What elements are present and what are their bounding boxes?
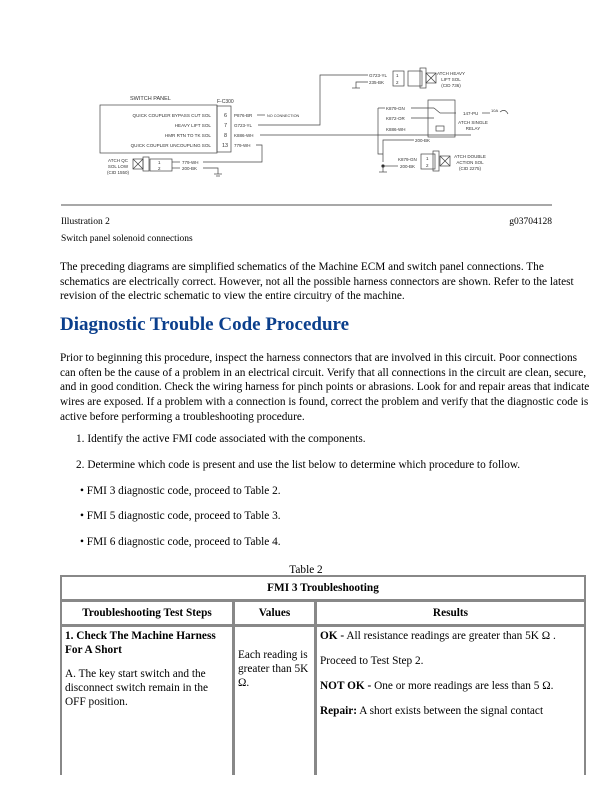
header-values: Values [258,607,291,619]
bullet-text: FMI 6 diagnostic code, proceed to Table 4. [86,536,281,548]
connector-id: F-C300 [217,99,234,105]
pin-number: 2 [158,166,161,171]
component-label: LIFT SOL [441,77,461,82]
results-cell [320,629,584,718]
step-number: 2. [76,459,85,471]
bullet-icon: • [80,485,84,497]
not-ok-label: NOT OK - [320,680,372,692]
step-title: 1. Check The Machine Harness For A Short [65,630,216,656]
pin-number: 6 [224,113,228,119]
wire-label: K872-OR [386,116,405,121]
pin-number: 13 [222,143,229,149]
bullet-item [80,510,281,522]
step-instruction: A. The key start switch and the disconnect switch remain in the OFF position. [65,668,209,708]
step-text: Determine which code is present and use the list below to determine which procedure to follow. [87,459,521,471]
bullet-item [80,536,281,548]
pin-number: 8 [224,133,228,139]
step-item [76,433,366,445]
section-heading: Diagnostic Trouble Code Procedure [60,314,350,335]
switch-row-label: HEAVY LIFT SOL [174,123,211,128]
component-label: SOL LOW [107,164,129,169]
bullet-icon: • [80,510,84,522]
switch-row-label: QUICK COUPLER UNCOUPLING SOL [130,143,211,148]
pin-number: 2 [396,80,399,85]
illustration-id: g03704128 [509,217,552,227]
ok-label: OK - [320,630,345,642]
wire-label: K886-WH [386,127,406,132]
component-label: RELAY [465,126,481,131]
pin-number: 7 [224,123,228,129]
bullet-item [80,485,281,497]
wire-label: K886-WH [234,133,254,138]
no-connection-label: NO CONNECTION [267,114,300,118]
wire-label: K879-GN [398,157,417,162]
wire-label: G723-YL [369,73,388,78]
component-label: ACTION SOL [456,160,484,165]
component-label: (CID 2275) [458,166,482,171]
step-number: 1. [76,433,85,445]
values-cell: Each reading is greater than 5K Ω. [238,649,309,689]
proceed-text: Proceed to Test Step 2. [320,655,424,667]
step-text: Identify the active FMI code associated with the components. [87,433,366,445]
wire-label: 779-WH [182,160,199,165]
schematic-diagram [78,40,538,190]
wire-label: 200-BK [415,138,431,143]
table-caption: Table 2 [289,564,323,576]
repair-text: A short exists between the signal contact [357,705,544,717]
bullet-text: FMI 5 diagnostic code, proceed to Table 3. [86,510,281,522]
header-results: Results [432,607,469,619]
troubleshooting-table [60,575,586,775]
wire-label: G723-YL [234,123,253,128]
component-label: ATCH DOUBLE [454,154,486,159]
switch-panel-title: SWITCH PANEL [130,96,171,102]
pin-number: 1 [396,73,399,78]
step-cell [65,629,230,709]
pin-number: 1 [158,160,161,165]
wire-label: 779-WH [234,143,251,148]
illustration-label: Illustration 2 [61,217,110,227]
switch-row-label: QUICK COUPLER BYPASS CUT SOL [132,113,211,118]
repair-label: Repair: [320,705,358,717]
bullet-icon: • [80,536,84,548]
intro-paragraph: The preceding diagrams are simplified schematics of the Machine ECM and switch panel connections. The schematics are electrically correct. However, not all the possible harness connectors are shown. Refer to the latest revision of the electric schematic to view the entire circuitry of the machine. [60,261,574,303]
wire-label: 200-BK [182,166,198,171]
procedure-paragraph: Prior to beginning this procedure, inspect the harness connectors that are involved in this circuit. Poor connections can often be the cause of a problem in an electrical circuit. Verify that all connections in the circuit are clean, secure, and in good condition. Check the wiring harness for pinch points or abrasions. Look for and repair areas that indicate wires are exposed. If a problem with a connection is found, correct the problem and verify that the diagnostic code is active before performing a troubleshooting procedure. [60,352,590,423]
header-test-steps: Troubleshooting Test Steps [82,607,212,619]
component-label: (CID 736) [441,83,461,88]
wire-label: P876-BR [234,113,253,118]
bullet-text: FMI 3 diagnostic code, proceed to Table 2. [86,485,281,497]
column-divider [232,602,235,775]
wire-label: 200-BK [400,164,416,169]
pin-number: 1 [426,156,429,161]
wire-label: K879-GN [386,106,405,111]
column-divider [314,602,317,775]
illustration-caption: Switch panel solenoid connections [61,234,193,244]
component-label: ATCH QC [108,158,128,163]
pin-number: 2 [426,163,429,168]
table-header-row [62,602,584,627]
not-ok-text: One or more readings are less than 5 Ω. [371,680,554,692]
fuse-label: 10A [491,108,499,113]
table-title: FMI 3 Troubleshooting [62,577,584,602]
divider [61,204,552,206]
step-item [76,459,520,471]
component-label: ATCH HEAVY [436,71,466,76]
wire-label: 235-BK [369,80,385,85]
component-label: (CID 1550) [106,170,130,175]
wire-label: 147-PU [463,111,479,116]
switch-row-label: HMR RTN TO TK SOL [164,133,211,138]
ok-text: All resistance readings are greater than 5K Ω . [344,630,556,642]
component-label: ATCH SINGLE [458,120,488,125]
